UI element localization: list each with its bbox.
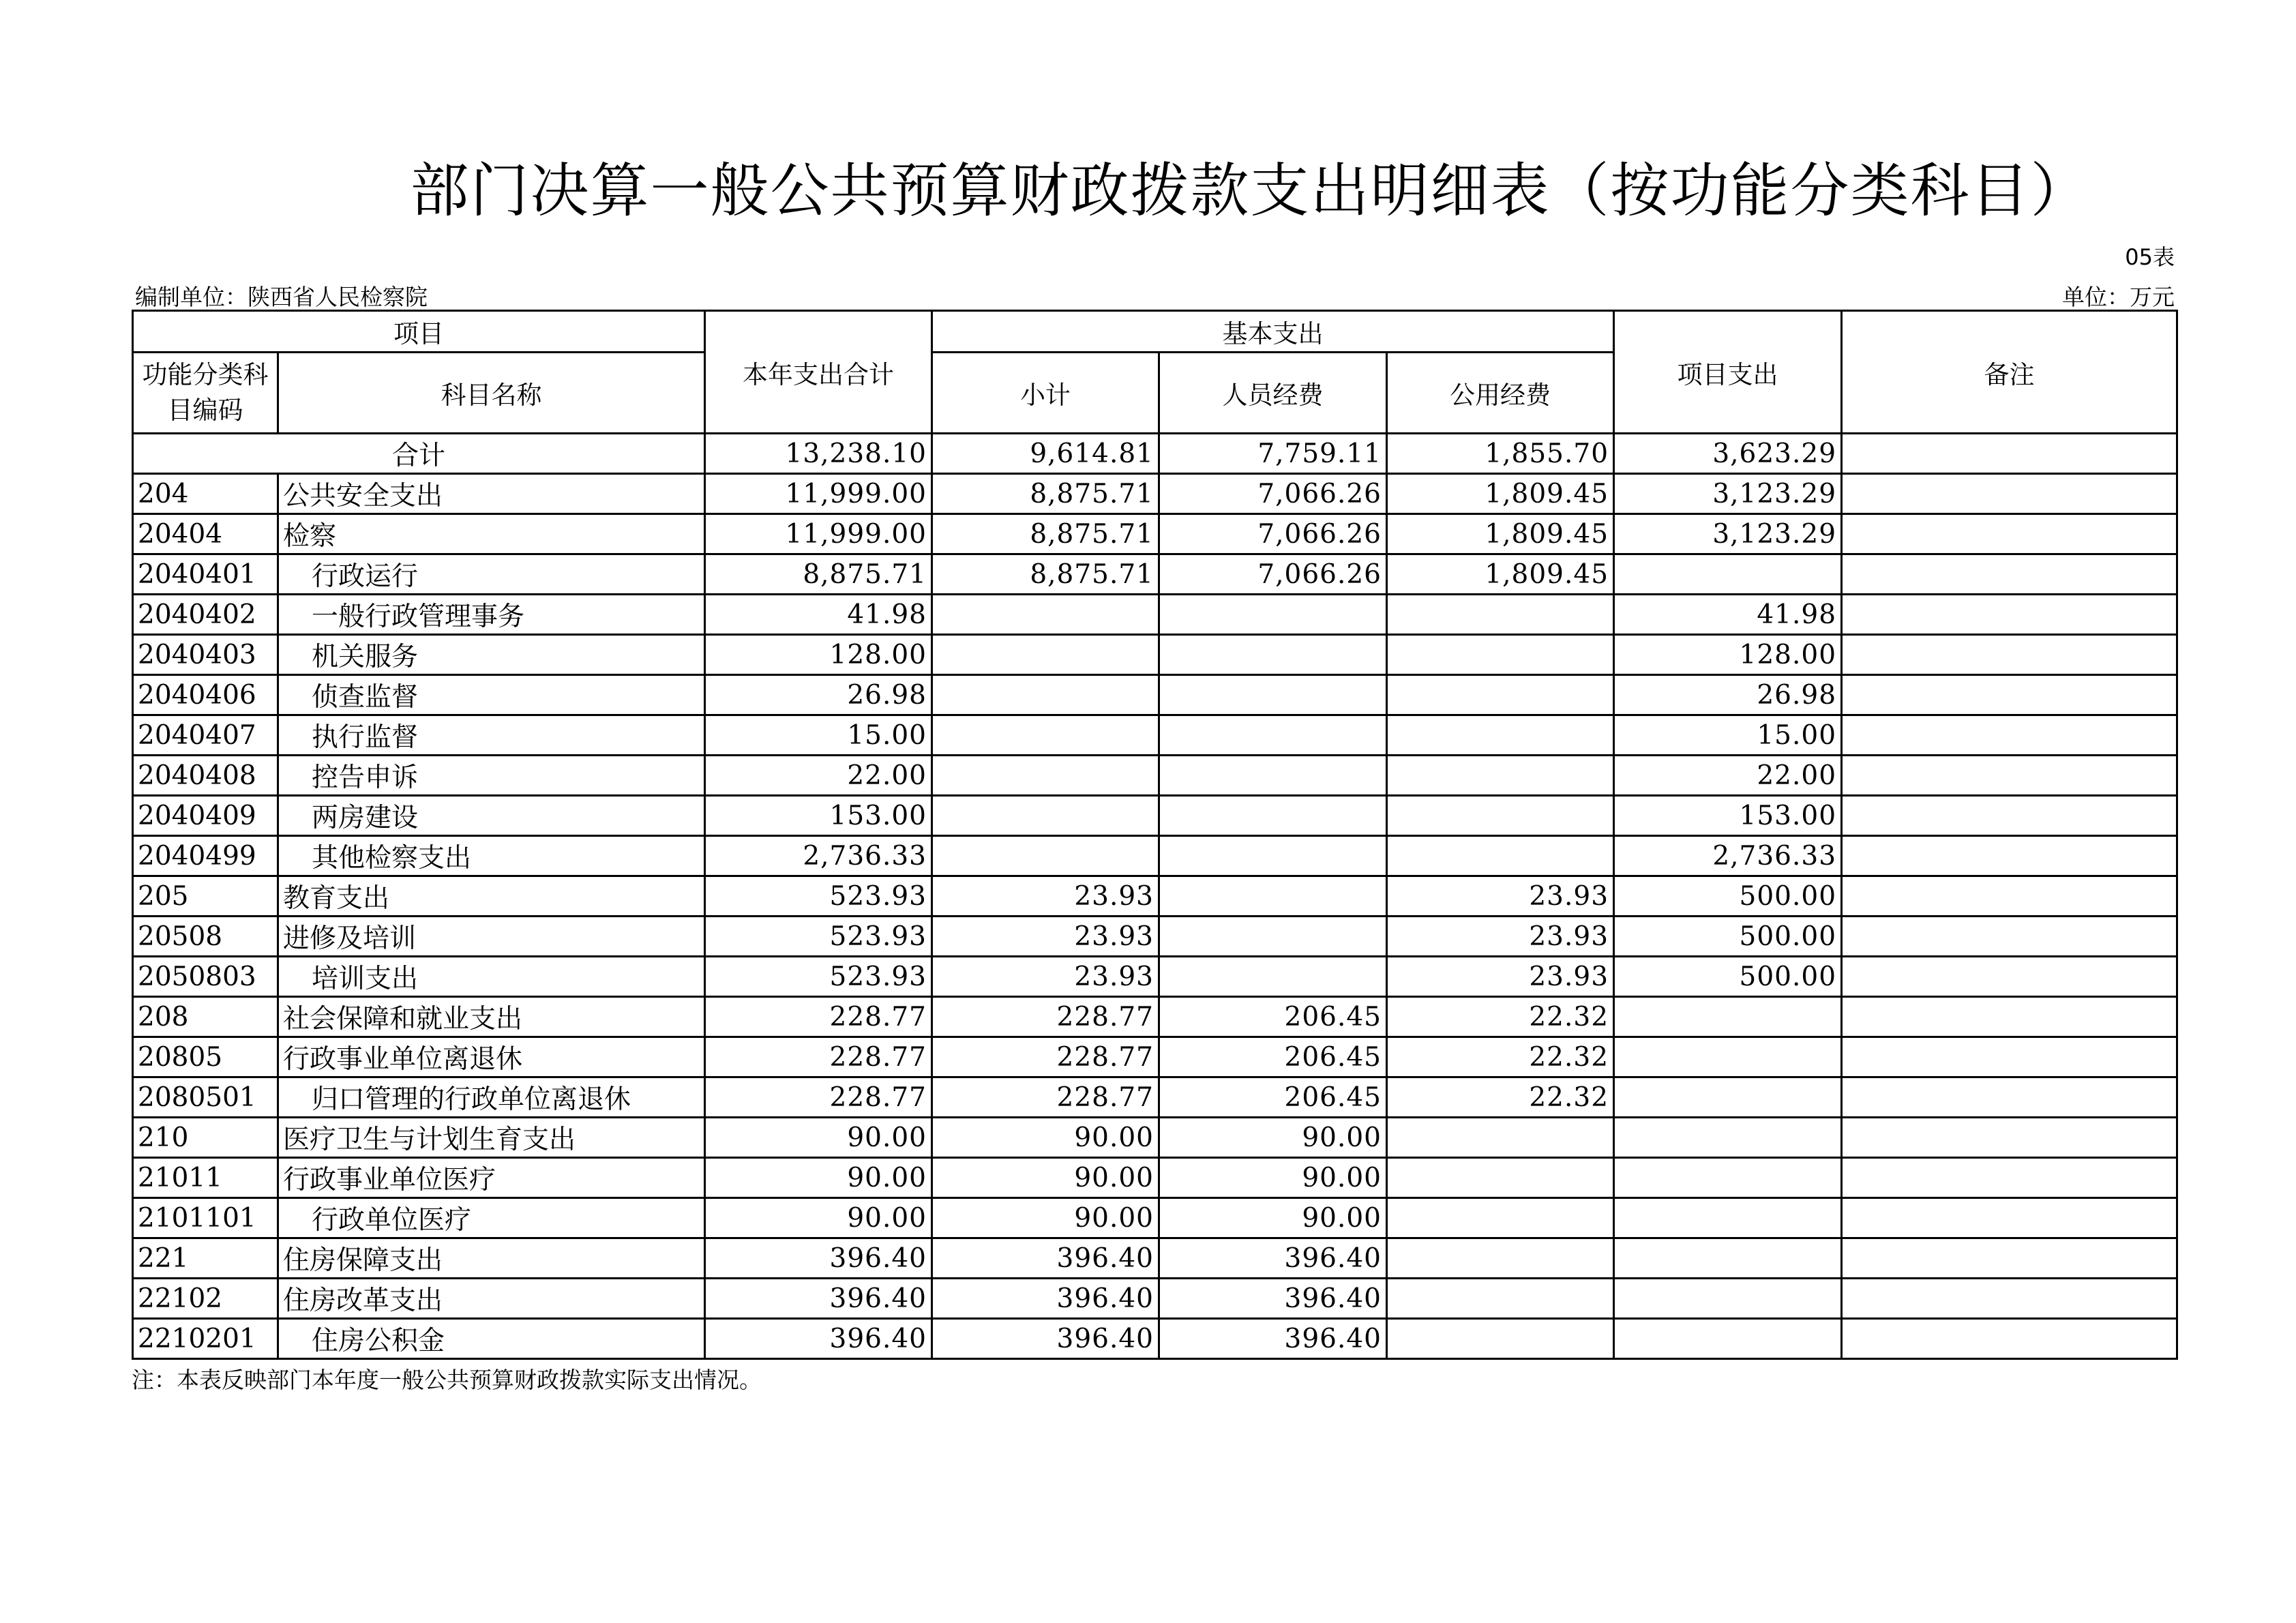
cell-project-expenditure: 3,123.29: [1614, 474, 1842, 514]
cell-remark: [1842, 1077, 2177, 1118]
cell-code: 20508: [133, 917, 278, 957]
cell-personnel: 206.45: [1159, 1077, 1387, 1118]
cell-total: 2,736.33: [705, 836, 932, 876]
cell-personnel: [1159, 715, 1387, 756]
cell-subtotal: 90.00: [932, 1118, 1159, 1158]
cell-project-expenditure: 41.98: [1614, 595, 1842, 635]
cell-total: 11,999.00: [705, 474, 932, 514]
cell-remark: [1842, 997, 2177, 1037]
cell-subtotal: [932, 715, 1159, 756]
cell-personnel: 90.00: [1159, 1158, 1387, 1198]
cell-name: 住房改革支出: [278, 1279, 705, 1319]
cell-name: 进修及培训: [278, 917, 705, 957]
cell-remark: [1842, 514, 2177, 554]
total-public: 1,855.70: [1387, 434, 1614, 474]
table-row: [133, 836, 2177, 876]
cell-name: 执行监督: [278, 715, 705, 756]
cell-total: 90.00: [705, 1158, 932, 1198]
cell-project-expenditure: 500.00: [1614, 957, 1842, 997]
cell-personnel: [1159, 595, 1387, 635]
cell-total: 523.93: [705, 876, 932, 917]
cell-remark: [1842, 1158, 2177, 1198]
cell-public: 22.32: [1387, 1037, 1614, 1077]
cell-name: 归口管理的行政单位离退休: [278, 1077, 705, 1118]
cell-personnel: [1159, 917, 1387, 957]
cell-project-expenditure: [1614, 1279, 1842, 1319]
cell-project-expenditure: [1614, 1238, 1842, 1279]
cell-subtotal: 23.93: [932, 957, 1159, 997]
header-total: 本年支出合计: [705, 311, 932, 434]
cell-personnel: 396.40: [1159, 1279, 1387, 1319]
cell-remark: [1842, 675, 2177, 715]
cell-subtotal: 8,875.71: [932, 554, 1159, 595]
cell-personnel: [1159, 876, 1387, 917]
cell-project-expenditure: [1614, 997, 1842, 1037]
cell-total: 26.98: [705, 675, 932, 715]
cell-code: 2101101: [133, 1198, 278, 1238]
cell-public: [1387, 1158, 1614, 1198]
cell-remark: [1842, 715, 2177, 756]
cell-subtotal: 228.77: [932, 997, 1159, 1037]
cell-public: 23.93: [1387, 917, 1614, 957]
cell-public: [1387, 1198, 1614, 1238]
cell-code: 2080501: [133, 1077, 278, 1118]
cell-code: 221: [133, 1238, 278, 1279]
table-row: [133, 635, 2177, 675]
cell-name: 教育支出: [278, 876, 705, 917]
cell-public: 1,809.45: [1387, 474, 1614, 514]
cell-total: 228.77: [705, 1077, 932, 1118]
cell-project-expenditure: 128.00: [1614, 635, 1842, 675]
cell-remark: [1842, 796, 2177, 836]
cell-project-expenditure: [1614, 1037, 1842, 1077]
cell-personnel: 206.45: [1159, 997, 1387, 1037]
cell-total: 15.00: [705, 715, 932, 756]
cell-project-expenditure: 26.98: [1614, 675, 1842, 715]
cell-personnel: [1159, 635, 1387, 675]
cell-remark: [1842, 1319, 2177, 1359]
cell-total: 396.40: [705, 1279, 932, 1319]
cell-personnel: [1159, 836, 1387, 876]
cell-subtotal: 23.93: [932, 917, 1159, 957]
cell-name: 医疗卫生与计划生育支出: [278, 1118, 705, 1158]
cell-project-expenditure: [1614, 1158, 1842, 1198]
cell-name: 公共安全支出: [278, 474, 705, 514]
cell-subtotal: [932, 836, 1159, 876]
cell-code: 20805: [133, 1037, 278, 1077]
cell-remark: [1842, 876, 2177, 917]
cell-project-expenditure: [1614, 1198, 1842, 1238]
table-row: [133, 474, 2177, 514]
cell-personnel: [1159, 957, 1387, 997]
cell-code: 2040407: [133, 715, 278, 756]
cell-code: 21011: [133, 1158, 278, 1198]
cell-personnel: 7,066.26: [1159, 554, 1387, 595]
cell-remark: [1842, 1279, 2177, 1319]
table-row: [133, 1319, 2177, 1359]
cell-name: 其他检察支出: [278, 836, 705, 876]
currency-unit: 单位：万元: [2062, 284, 2175, 310]
cell-subtotal: 90.00: [932, 1158, 1159, 1198]
header-project: 项目: [133, 311, 705, 353]
cell-name: 两房建设: [278, 796, 705, 836]
cell-total: 8,875.71: [705, 554, 932, 595]
cell-remark: [1842, 1238, 2177, 1279]
cell-personnel: 396.40: [1159, 1319, 1387, 1359]
table-row: [133, 997, 2177, 1037]
cell-public: [1387, 756, 1614, 796]
cell-project-expenditure: [1614, 1118, 1842, 1158]
cell-remark: [1842, 756, 2177, 796]
footnote: 注：本表反映部门本年度一般公共预算财政拨款实际支出情况。: [132, 1367, 762, 1393]
cell-code: 2040499: [133, 836, 278, 876]
cell-remark: [1842, 957, 2177, 997]
expenditure-table: [132, 310, 2178, 1360]
cell-public: [1387, 1279, 1614, 1319]
header-code-text: 功能分类科目编码: [142, 360, 269, 425]
cell-remark: [1842, 1118, 2177, 1158]
cell-code: 2040408: [133, 756, 278, 796]
cell-subtotal: 228.77: [932, 1077, 1159, 1118]
cell-name: 一般行政管理事务: [278, 595, 705, 635]
cell-personnel: 7,066.26: [1159, 514, 1387, 554]
table-row: [133, 1077, 2177, 1118]
cell-name: 行政运行: [278, 554, 705, 595]
cell-total: 396.40: [705, 1319, 932, 1359]
cell-name: 住房保障支出: [278, 1238, 705, 1279]
cell-project-expenditure: 22.00: [1614, 756, 1842, 796]
cell-public: [1387, 675, 1614, 715]
cell-public: 22.32: [1387, 997, 1614, 1037]
cell-total: 11,999.00: [705, 514, 932, 554]
table-row: [133, 1118, 2177, 1158]
cell-public: [1387, 796, 1614, 836]
cell-subtotal: [932, 675, 1159, 715]
cell-code: 208: [133, 997, 278, 1037]
header-code: [133, 353, 278, 434]
table-row: [133, 1279, 2177, 1319]
cell-total: 90.00: [705, 1198, 932, 1238]
cell-public: 22.32: [1387, 1077, 1614, 1118]
table-row: [133, 1037, 2177, 1077]
cell-project-expenditure: 500.00: [1614, 917, 1842, 957]
cell-subtotal: 396.40: [932, 1238, 1159, 1279]
total-total: 13,238.10: [705, 434, 932, 474]
cell-public: 23.93: [1387, 957, 1614, 997]
cell-remark: [1842, 554, 2177, 595]
cell-public: [1387, 715, 1614, 756]
cell-public: [1387, 595, 1614, 635]
form-number: 05表: [2125, 244, 2175, 270]
header-remark: 备注: [1842, 311, 2177, 434]
cell-remark: [1842, 595, 2177, 635]
table-row: [133, 796, 2177, 836]
cell-subtotal: [932, 796, 1159, 836]
header-basic: 基本支出: [932, 311, 1614, 353]
total-row: [133, 434, 2177, 474]
cell-project-expenditure: [1614, 1077, 1842, 1118]
cell-personnel: 90.00: [1159, 1118, 1387, 1158]
cell-name: 检察: [278, 514, 705, 554]
cell-personnel: 206.45: [1159, 1037, 1387, 1077]
cell-name: 行政单位医疗: [278, 1198, 705, 1238]
cell-personnel: [1159, 796, 1387, 836]
cell-subtotal: 90.00: [932, 1198, 1159, 1238]
cell-code: 2040403: [133, 635, 278, 675]
cell-code: 2210201: [133, 1319, 278, 1359]
cell-total: 396.40: [705, 1238, 932, 1279]
total-label: 合计: [133, 434, 705, 474]
cell-name: 行政事业单位医疗: [278, 1158, 705, 1198]
header-subtotal: 小计: [932, 353, 1159, 434]
cell-code: 204: [133, 474, 278, 514]
cell-personnel: [1159, 756, 1387, 796]
cell-public: [1387, 1118, 1614, 1158]
cell-personnel: [1159, 675, 1387, 715]
cell-total: 90.00: [705, 1118, 932, 1158]
cell-subtotal: [932, 595, 1159, 635]
cell-public: [1387, 836, 1614, 876]
cell-code: 22102: [133, 1279, 278, 1319]
total-remark: [1842, 434, 2177, 474]
cell-project-expenditure: 500.00: [1614, 876, 1842, 917]
table-row: [133, 675, 2177, 715]
table-row: [133, 917, 2177, 957]
table-row: [133, 876, 2177, 917]
cell-project-expenditure: 15.00: [1614, 715, 1842, 756]
cell-code: 2040406: [133, 675, 278, 715]
table-row: [133, 554, 2177, 595]
cell-public: [1387, 1238, 1614, 1279]
cell-code: 205: [133, 876, 278, 917]
total-project-expenditure: 3,623.29: [1614, 434, 1842, 474]
cell-personnel: 396.40: [1159, 1238, 1387, 1279]
header-personnel: 人员经费: [1159, 353, 1387, 434]
cell-total: 41.98: [705, 595, 932, 635]
cell-project-expenditure: 3,123.29: [1614, 514, 1842, 554]
cell-remark: [1842, 1198, 2177, 1238]
cell-name: 控告申诉: [278, 756, 705, 796]
cell-name: 行政事业单位离退休: [278, 1037, 705, 1077]
cell-subtotal: 8,875.71: [932, 474, 1159, 514]
table-row: [133, 1158, 2177, 1198]
table-row: [133, 957, 2177, 997]
header-project-expenditure: 项目支出: [1614, 311, 1842, 434]
cell-personnel: 7,066.26: [1159, 474, 1387, 514]
cell-code: 2050803: [133, 957, 278, 997]
compiling-unit: 编制单位：陕西省人民检察院: [135, 284, 428, 310]
header-public: 公用经费: [1387, 353, 1614, 434]
cell-total: 523.93: [705, 917, 932, 957]
cell-project-expenditure: 2,736.33: [1614, 836, 1842, 876]
cell-code: 2040401: [133, 554, 278, 595]
cell-total: 228.77: [705, 997, 932, 1037]
cell-name: 机关服务: [278, 635, 705, 675]
cell-subtotal: 396.40: [932, 1279, 1159, 1319]
cell-public: 1,809.45: [1387, 514, 1614, 554]
cell-public: [1387, 1319, 1614, 1359]
cell-name: 侦查监督: [278, 675, 705, 715]
cell-project-expenditure: [1614, 554, 1842, 595]
cell-subtotal: [932, 756, 1159, 796]
cell-subtotal: 396.40: [932, 1319, 1159, 1359]
cell-subtotal: 23.93: [932, 876, 1159, 917]
cell-code: 210: [133, 1118, 278, 1158]
table-row: [133, 514, 2177, 554]
cell-subtotal: 8,875.71: [932, 514, 1159, 554]
cell-total: 128.00: [705, 635, 932, 675]
page-title: 部门决算一般公共预算财政拨款支出明细表（按功能分类科目）: [410, 157, 2091, 225]
cell-public: 1,809.45: [1387, 554, 1614, 595]
total-personnel: 7,759.11: [1159, 434, 1387, 474]
cell-total: 523.93: [705, 957, 932, 997]
cell-total: 153.00: [705, 796, 932, 836]
cell-remark: [1842, 1037, 2177, 1077]
table-row: [133, 595, 2177, 635]
cell-subtotal: [932, 635, 1159, 675]
cell-project-expenditure: [1614, 1319, 1842, 1359]
table-row: [133, 715, 2177, 756]
cell-code: 20404: [133, 514, 278, 554]
total-subtotal: 9,614.81: [932, 434, 1159, 474]
cell-total: 22.00: [705, 756, 932, 796]
cell-total: 228.77: [705, 1037, 932, 1077]
cell-name: 培训支出: [278, 957, 705, 997]
cell-public: 23.93: [1387, 876, 1614, 917]
cell-code: 2040409: [133, 796, 278, 836]
cell-project-expenditure: 153.00: [1614, 796, 1842, 836]
cell-remark: [1842, 635, 2177, 675]
cell-name: 社会保障和就业支出: [278, 997, 705, 1037]
table-row: [133, 1198, 2177, 1238]
cell-subtotal: 228.77: [932, 1037, 1159, 1077]
cell-name: 住房公积金: [278, 1319, 705, 1359]
cell-public: [1387, 635, 1614, 675]
cell-remark: [1842, 836, 2177, 876]
table-row: [133, 756, 2177, 796]
table-row: [133, 1238, 2177, 1279]
cell-personnel: 90.00: [1159, 1198, 1387, 1238]
cell-remark: [1842, 917, 2177, 957]
cell-remark: [1842, 474, 2177, 514]
header-name: 科目名称: [278, 353, 705, 434]
cell-code: 2040402: [133, 595, 278, 635]
